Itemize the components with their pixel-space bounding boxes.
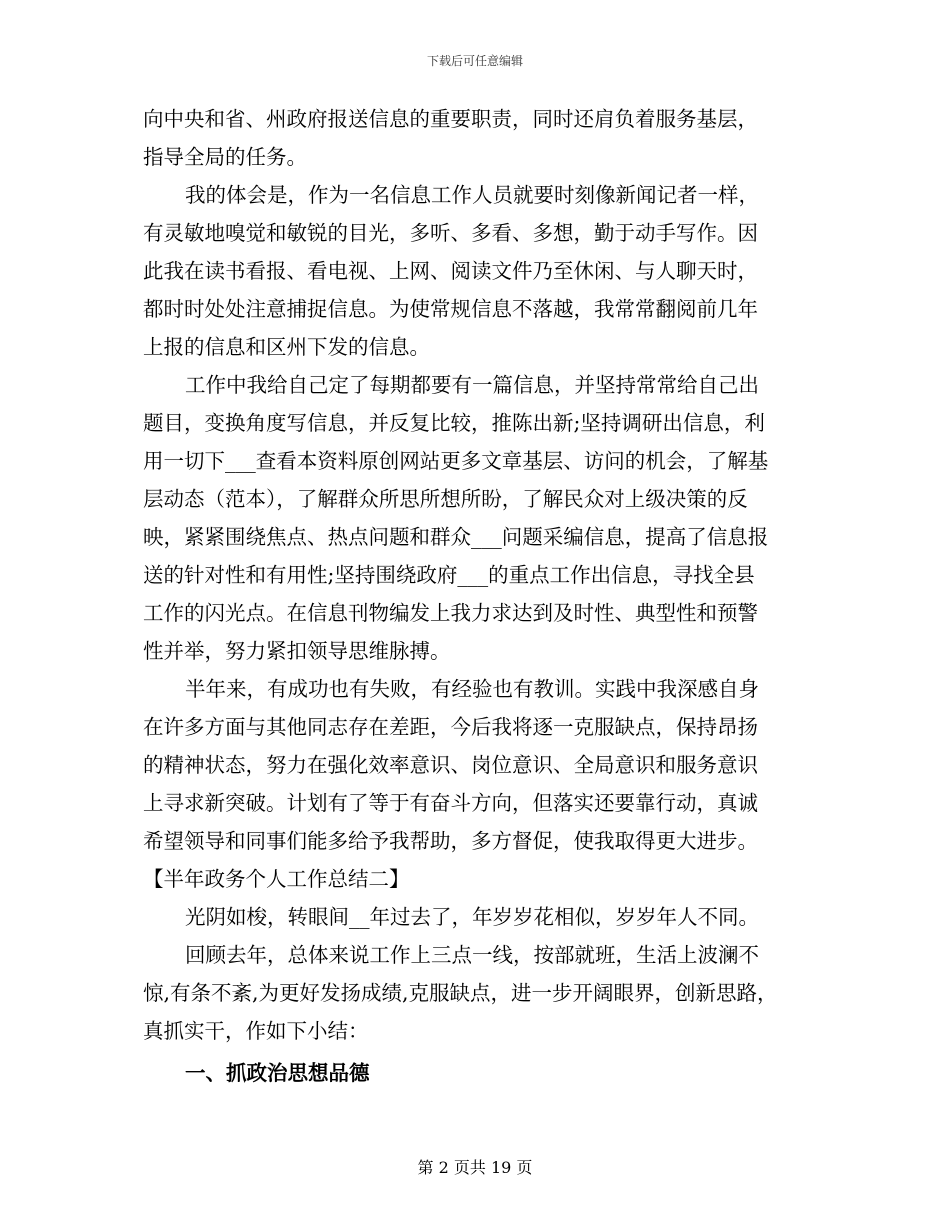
text-line: 性并举，努力紧扣领导思维脉搏。 [143, 639, 451, 663]
text-line: 用一切下___查看本资料原创网站更多文章基层、访问的机会，了解基 [143, 449, 769, 473]
text-line: 工作中我给自己定了每期都要有一篇信息，并坚持常常给自己出 [185, 373, 759, 397]
section-title: 【半年政务个人工作总结二】 [143, 867, 410, 891]
text-line: 送的针对性和有用性;坚持围绕政府___的重点工作出信息，寻找全县 [143, 563, 755, 587]
text-line: 工作的闪光点。在信息刊物编发上我力求达到及时性、典型性和预警 [143, 601, 758, 625]
text-line: 上报的信息和区州下发的信息。 [143, 335, 430, 359]
text-line: 上寻求新突破。计划有了等于有奋斗方向，但落实还要靠行动，真诚 [143, 791, 758, 815]
text-line: 层动态（范本），了解群众所思所想所盼，了解民众对上级决策的反 [143, 487, 748, 511]
text-line: 指导全局的任务。 [143, 145, 307, 169]
document-body [143, 100, 823, 1092]
text-line: 向中央和省、州政府报送信息的重要职责，同时还肩负着服务基层， [143, 107, 758, 131]
page-header: 下载后可任意编辑 [426, 54, 523, 68]
text-line: 题目，变换角度写信息，并反复比较，推陈出新;坚持调研出信息，利 [143, 411, 765, 435]
text-line: 真抓实干，作如下小结： [143, 1019, 369, 1043]
page-footer: 第 2 页共 19 页 [417, 1158, 533, 1177]
text-line: 希望领导和同事们能多给予我帮助，多方督促，使我取得更大进步。 [143, 829, 758, 853]
text-line: 光阴如梭，转眼间__年过去了，年岁岁花相似，岁岁年人不同。 [185, 905, 759, 929]
subsection-heading: 一、抓政治思想品德 [185, 1061, 370, 1085]
text-line: 的精神状态，努力在强化效率意识、岗位意识、全局意识和服务意识 [143, 753, 758, 777]
text-line: 都时时处处注意捕捉信息。为使常规信息不落越，我常常翻阅前几年 [143, 297, 758, 321]
text-line: 回顾去年，总体来说工作上三点一线，按部就班，生活上波澜不 [185, 943, 759, 967]
text-line: 半年来，有成功也有失败，有经验也有教训。实践中我深感自身 [185, 677, 759, 701]
text-line: 惊,有条不紊,为更好发扬成绩,克服缺点，进一步开阔眼界，创新思路， [143, 981, 778, 1005]
text-line: 我的体会是，作为一名信息工作人员就要时刻像新闻记者一样， [185, 183, 759, 207]
text-line: 有灵敏地嗅觉和敏锐的目光，多听、多看、多想，勤于动手写作。因 [143, 221, 758, 245]
text-line: 映，紧紧围绕焦点、热点问题和群众___问题采编信息，提高了信息报 [143, 525, 769, 549]
text-line: 此我在读书看报、看电视、上网、阅读文件乃至休闲、与人聊天时， [143, 259, 758, 283]
text-line: 在许多方面与其他同志存在差距，今后我将逐一克服缺点，保持昂扬 [143, 715, 758, 739]
